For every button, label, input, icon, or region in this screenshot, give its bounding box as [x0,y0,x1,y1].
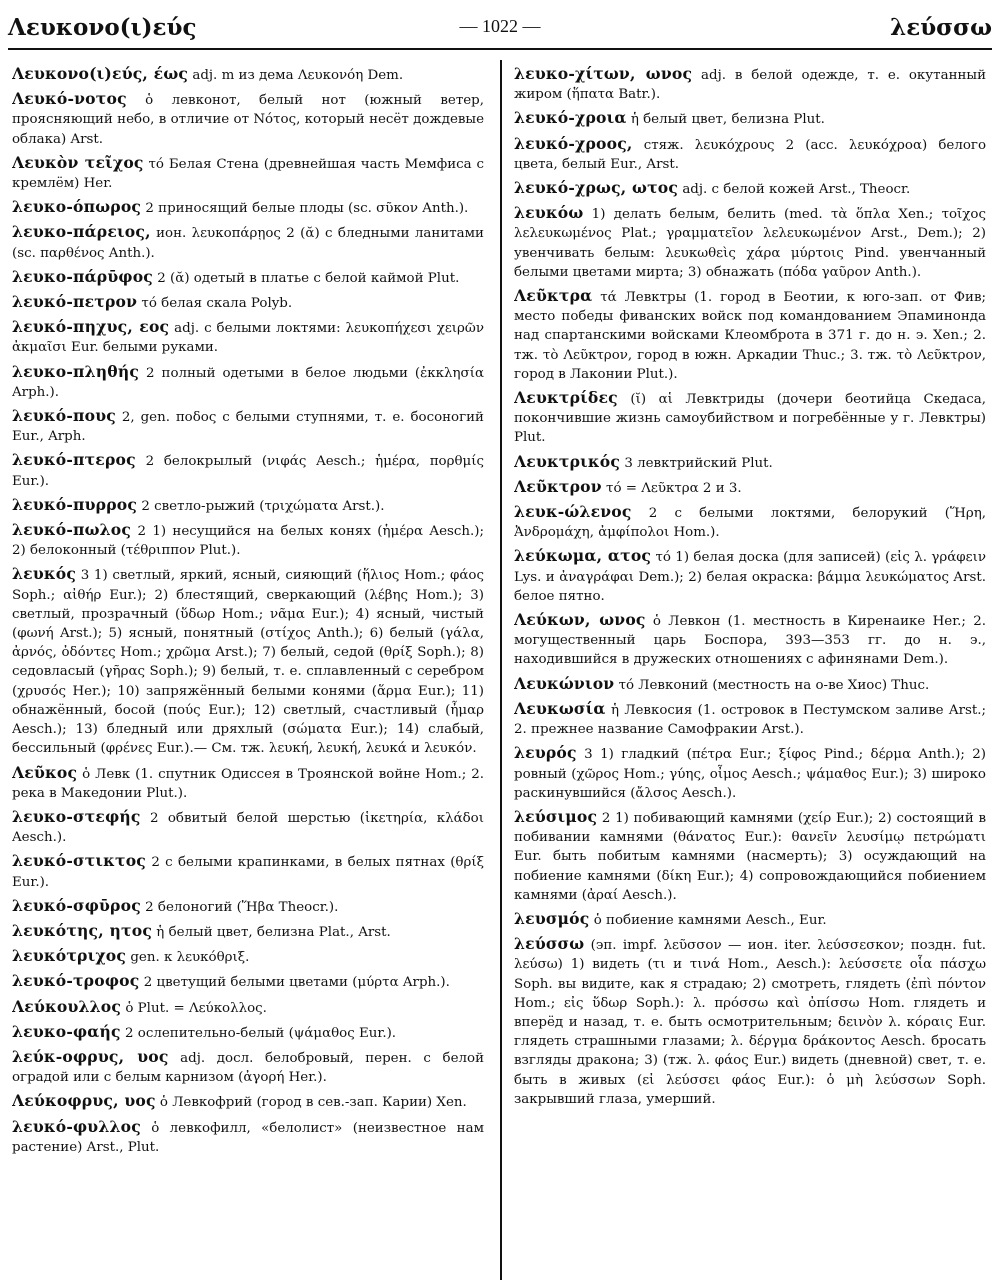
entry-headword: λευκό-πωλος [12,520,132,540]
entry-headword: Λεῦκτρον [514,476,602,496]
dictionary-entry [514,178,986,199]
dictionary-entry [12,317,484,357]
entry-definition: τά Левктры (1. город в Беотии, к юго-зап. от Фив; место победы фиванских войск под командованием Эпаминонда над спартанскими войсками Клеомброта в 371 г. до н. э. Xen.; 2. тж. τὸ Λεῦκτρον, город в южн. Аркадии Thuc.; 3. тж. τὸ Λεῦκτρον, город в Лаконии Plut.). [514,290,986,382]
entry-definition: τό Левконий (местность на о-ве Хиос) Thuc. [614,677,930,693]
entry-headword: λευκο-χίτων, ωνος [514,64,693,83]
left-column [12,64,484,1279]
dictionary-entry [514,674,986,695]
entry-headword: Λευκώνιον [514,673,615,693]
dictionary-entry [514,807,986,905]
entry-definition: adj. с белой кожей Arst., Theocr. [678,182,911,198]
entry-headword: λευκο-πάρῡφος [12,266,154,286]
entry-definition: 2, gen. ποδος с белыми ступнями, т. е. босоногий Eur., Arph. [12,410,484,445]
entry-headword: λεύσιμος [514,806,598,826]
entry-headword: λευκό-πτερος [12,450,136,470]
entry-headword: λευκός [12,564,77,584]
entry-headword: λευκο-φαής [12,1021,121,1041]
entry-headword: Λεῦκος [12,762,78,782]
dictionary-entry [12,450,484,490]
entry-definition: adj. m из дема Λευκονόη Dem. [188,68,404,83]
dictionary-entry [12,362,484,402]
dictionary-entry [514,203,986,282]
dictionary-entry [12,495,484,516]
entry-headword: λευρός [514,743,577,763]
entry-definition: 2 с белыми крапинками, в белых пятнах (θρίξ Eur.). [12,855,484,890]
dictionary-entry [12,64,484,85]
entry-definition: τό = Λεῦκτρα 2 и 3. [601,480,742,496]
right-column [514,64,986,1279]
entry-headword: Λευκωσία [514,698,606,718]
entry-definition: ὁ Левкон (1. местность в Киренаике Her.; 2. могущественный царь Боспора, 393—353 гг. до н. э., находившийся в дружеских отношениях с афинянами Dem.). [514,614,986,668]
entry-definition: ἡ белый цвет, белизна Plat., Arst. [152,924,391,940]
dictionary-entry [12,1117,484,1157]
entry-definition: 2 1) несущийся на белых конях (ἡμέρα Aesch.); 2) белоконный (τέθριππον Plut.). [12,524,484,559]
entry-headword: Λευκονο(ι)εύς, έως [12,64,189,83]
dictionary-entry [514,502,986,542]
dictionary-entry [12,222,484,262]
entry-headword: λεύσσω [514,934,585,954]
entry-headword: Λεύκουλλος [12,996,122,1016]
entry-headword: λεύκ-οφρυς, υος [12,1046,169,1066]
entry-definition: 2 белокрылый (νιφάς Aesch.; ἡμέρα, πορθμίς Eur.). [12,454,484,489]
entry-headword: Λευκτρίδες [514,388,618,408]
entry-definition: τό белая скала Polyb. [137,296,293,312]
dictionary-entry [12,1047,484,1087]
entry-definition: 2 цветущий белыми цветами (μύρτα Arph.). [139,975,450,991]
entry-headword: λευκό-πηχυς, εος [12,317,170,337]
entry-headword: λευκότης, ητος [12,920,153,940]
entry-headword: λευκό-στικτος [12,851,147,871]
dictionary-entry [12,971,484,992]
entry-headword: λευκο-στεφής [12,806,141,826]
entry-headword: λευκο-πάρειος, [12,222,151,242]
entry-definition: 2 обвитый белой шерстью (ἱκετηρία, κλάδοι Aesch.). [12,810,484,846]
entry-definition: 3 1) гладкий (πέτρα Eur.; ξίφος Pind.; δέρμα Anth.); 2) ровный (χῶρος Hom.; γύης, οἶμος Aesch.; ψάμαθος Eur.); 3) широко раскинувшийся (ἄλσος Aesch.). [514,747,986,801]
entry-headword: λευκό-πυρρος [12,494,138,514]
entry-definition: ион. λευκοπάρῃος 2 (ᾰ) с бледными ланитами (sc. παρθένος Anth.). [12,226,484,261]
dictionary-entry [12,406,484,446]
page-header [8,8,992,50]
dictionary-entry [514,452,986,473]
entry-headword: Λεύκων, ωνος [514,610,646,630]
dictionary-entry [514,934,986,1109]
entry-definition: ὁ Левк (1. спутник Одиссея в Троянской войне Hom.; 2. река в Македонии Plut.). [12,766,484,801]
page-number: — 1022 — [459,16,541,36]
entry-headword: λευσμός [514,908,590,928]
entry-headword: λευκ-ώλενος [514,502,632,522]
entry-headword: λευκό-χρως, ωτος [514,178,679,198]
entry-definition: ὁ побиение камнями Aesch., Eur. [589,912,827,928]
entry-definition: 3 1) светлый, яркий, ясный, сияющий (ἥλιος Hom.; φάος Soph.; αἰθήρ Eur.); 2) блестящий, сверкающий (λέβης Hom.); 3) светлый, прозрачный (ὕδωρ Hom.; νᾶμα Eur.); 4) ясный, чистый (φωνή Arst.); 5) ясный, понятный (στίχος Anth.); 6) белый (γάλα, ἀρνός, ὀδόντες Hom.; χρῶμα Arst.); 7) белый, седой (θρίξ Soph.); 8) седовласый (γῆρας Soph.); 9) белый, т. е. сплавленный с серебром (χρυσός Her.); 10) запряжённый белыми конями (ἅρμα Eur.); 11) обнажённый, босой (πούς Eur.); 12) светлый, счастливый (ἦμαρ Aesch.); 13) бледный или дряхлый (σώματα Eur.); 14) слабый, бессильный (φρένες Eur.).— См. тж. λευκή, λευκή, λευκά и λευκόν. [12,568,484,757]
dictionary-entry [12,1091,484,1112]
entry-definition: 2 полный одетыми в белое людьми (ἐκκλησία Arph.). [12,365,484,400]
entry-definition: (ῐ) αἱ Левктриды (дочери беотийца Скедаса, покончившие жизнь самоубийством и погребённые у г. Левктры) Plut. [514,392,986,446]
dictionary-entry [12,197,484,218]
entry-definition: 2 белоногий (Ἥβα Theocr.). [140,899,339,915]
entry-definition: ὁ Plut. = Λεύκολλος. [121,1000,267,1016]
entry-headword: Λεῦκτρα [514,286,593,306]
header-right-catchword: λεύσσω [890,14,992,41]
entry-headword: Λευκὸν τεῖχος [12,152,144,172]
entry-definition: gen. к λευκόθριξ. [126,950,250,966]
entry-headword: Λεύκοφρυς, υος [12,1091,156,1111]
dictionary-entry [514,108,986,129]
entry-definition: 2 ослепительно-белый (ψάμαθος Eur.). [120,1025,397,1041]
dictionary-entry [514,286,986,384]
entry-definition: 1) делать белым, белить (med. τὰ ὅπλα Xen.; τοῖχος λελευκωμένος Plat.; γραμματεῖον λελευκωμένον Arst., Dem.); 2) увенчивать белым: λευκωθεὶς χάρα μύρτοις Pind. увенчанный белыми цветами мирта; 3) обнажать (πόδα γαῦρον Anth.). [514,207,986,280]
entry-headword: λευκο-πληθής [12,361,140,381]
entry-headword: λευκό-χροος, [514,133,633,153]
column-divider [500,60,502,1280]
dictionary-entry [12,807,484,847]
entry-definition: 2 1) побивающий камнями (χείρ Eur.); 2) состоящий в побивании камнями (θάνατος Eur.): θανεῖν λευσίμῳ πετρώματι Eur. быть побитым камнями (насмерть); 3) осуждающий на побиение камнями (δίκη Eur.); 4) сопровождающийся побиением камнями (ἀραί Aesch.). [514,810,986,903]
dictionary-entry [12,292,484,313]
dictionary-entry [12,1022,484,1043]
dictionary-entry [12,89,484,149]
entry-definition: τό Белая Стена (древнейшая часть Мемфиса с кремлём) Her. [12,156,484,192]
entry-headword: λεύκωμα, ατος [514,546,652,566]
entry-definition: adj. досл. белобровый, перен. с белой оградой или с белым карнизом (ἀγορή Her.). [12,1050,484,1086]
entry-headword: λευκο-όπωρος [12,197,142,217]
entry-headword: λευκόω [514,203,584,223]
entry-definition: 2 приносящий белые плоды (sc. σῦκον Anth.). [141,201,469,217]
dictionary-entry [12,520,484,560]
entry-definition: 2 светло-рыжий (τριχώματα Arst.). [137,498,385,514]
dictionary-entry [12,997,484,1018]
dictionary-entry [12,267,484,288]
entry-headword: λευκό-πους [12,406,116,426]
entry-definition: 2 с белыми локтями, белорукий (Ἥρη, Ἀνδρομάχη, ἀμφίπολοι Hom.). [514,506,986,541]
entry-definition: (эп. impf. λεῦσσον — ион. iter. λεύσσεσκον; поздн. fut. λεύσω) 1) видеть (τι и τινά Hom., Aesch.): λεύσσετε οἷα πάσχω Soph. вы видите, как я страдаю; 2) смотреть, глядеть (ἐπὶ πόντον Hom.; εἰς ὕδωρ Soph.): λ. πρόσσω καὶ ὀπίσσω Hom. глядеть и вперёд и назад, т. е. быть осмотрительным; δεινὸν λ. κόραις Eur. глядеть страшными глазами; λ. δέργμα δράκοντος Aesch. бросать взгляды дракона; 3) (тж. λ. φάος Eur.) видеть (дневной) свет, т. е. быть в живых (εἰ λεύσσει φάος Eur.): ὁ μὴ λεύσσων Soph. закрывший глаза, умерший. [514,938,986,1107]
entry-headword: λευκό-χροια [514,108,627,128]
entry-definition: adj. с белыми локтями: λευκοπήχεσι χειρῶν ἀκμαῖσι Eur. белыми руками. [12,321,484,356]
entry-headword: λευκό-φυλλος [12,1116,141,1136]
entry-headword: Λευκό-νοτος [12,89,127,109]
entry-definition: стяж. λευκόχρους 2 (acc. λευκόχροα) белого цвета, белый Eur., Arst. [514,137,986,172]
entry-definition: ἡ Левкосия (1. островок в Пестумском заливе Arst.; 2. прежнее название Самофракии Arst.). [514,702,986,738]
header-left-catchword: Λευκονο(ι)εύς [8,14,197,41]
dictionary-entry [12,921,484,942]
dictionary-entry [12,153,484,193]
entry-definition: ὁ левкофилл, «белолист» (неизвестное нам растение) Arst., Plut. [12,1120,484,1155]
entry-headword: Λευκτρικός [514,451,621,471]
dictionary-entry [12,564,484,758]
entry-definition: ἡ белый цвет, белизна Plut. [626,112,825,128]
entry-definition: 2 (ᾰ) одетый в платье с белой каймой Plut. [153,270,460,286]
entry-definition: ὁ Левкофрий (город в сев.-зап. Карии) Xen. [155,1095,467,1111]
entry-definition: ὁ левконот, белый нот (южный ветер, проясняющий небо, в отличие от Νότος, который несёт дождевые облака) Arst. [12,93,484,147]
dictionary-entry [514,477,986,498]
entry-headword: λευκότριχος [12,946,127,966]
entry-definition: adj. в белой одежде, т. е. окутанный жиром (ἥπατα Batr.). [514,68,986,103]
dictionary-entry [12,763,484,803]
dictionary-entry [514,743,986,803]
dictionary-entry [514,699,986,739]
dictionary-entry [12,946,484,967]
dictionary-entry [12,896,484,917]
dictionary-entry [514,546,986,606]
dictionary-entry [514,909,986,930]
entry-headword: λευκό-τροφος [12,971,140,991]
dictionary-entry [12,851,484,891]
entry-headword: λευκό-πετρον [12,292,138,312]
entry-definition: 3 левктрийский Plut. [620,455,773,471]
dictionary-entry [514,64,986,104]
dictionary-entry [514,610,986,670]
dictionary-entry [514,134,986,174]
entry-definition: τό 1) белая доска (для записей) (εἰς λ. γράφειν Lys. и ἀναγράφαι Dem.); 2) белая окраска: βάμμα λευκώματος Arst. белое пятно. [514,550,986,604]
dictionary-entry [514,388,986,448]
entry-headword: λευκό-σφῡρος [12,895,141,915]
